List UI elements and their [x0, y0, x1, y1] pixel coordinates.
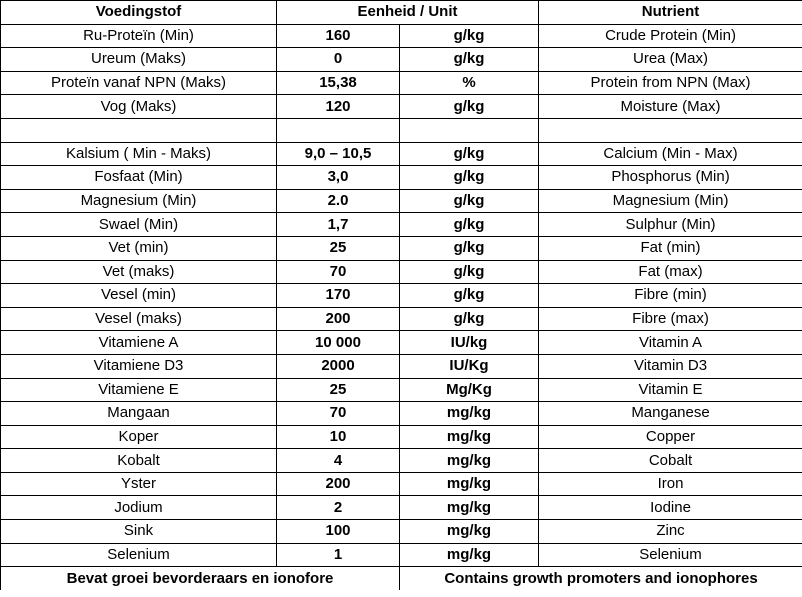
unit-cell: g/kg [400, 307, 539, 331]
header-row [1, 1, 802, 25]
value-cell: 1 [277, 543, 400, 567]
value-cell: 10 [277, 425, 400, 449]
table-row [1, 24, 802, 48]
table-row [1, 95, 802, 119]
blank-cell [277, 118, 400, 142]
value-cell: 200 [277, 472, 400, 496]
value-cell: 2 [277, 496, 400, 520]
unit-cell: mg/kg [400, 543, 539, 567]
nutrient-af-cell: Vet (maks) [1, 260, 277, 284]
value-cell: 4 [277, 449, 400, 473]
table-row [1, 496, 802, 520]
nutrient-en-cell: Crude Protein (Min) [539, 24, 802, 48]
value-cell: 25 [277, 378, 400, 402]
value-cell: 2.0 [277, 189, 400, 213]
nutrient-af-cell: Fosfaat (Min) [1, 166, 277, 190]
nutrient-af-cell: Mangaan [1, 402, 277, 426]
nutrient-af-cell: Yster [1, 472, 277, 496]
nutrient-en-cell: Zinc [539, 520, 802, 544]
nutrient-af-cell: Jodium [1, 496, 277, 520]
value-cell: 15,38 [277, 71, 400, 95]
nutrient-af-cell: Vitamiene A [1, 331, 277, 355]
nutrient-af-cell: Selenium [1, 543, 277, 567]
value-cell: 0 [277, 48, 400, 72]
nutrient-en-cell: Moisture (Max) [539, 95, 802, 119]
table-row [1, 425, 802, 449]
unit-cell: g/kg [400, 166, 539, 190]
nutrient-en-cell: Calcium (Min - Max) [539, 142, 802, 166]
unit-cell: g/kg [400, 236, 539, 260]
nutrient-en-cell: Vitamin D3 [539, 354, 802, 378]
table-row [1, 142, 802, 166]
nutrient-af-cell: Koper [1, 425, 277, 449]
nutrient-en-cell: Cobalt [539, 449, 802, 473]
spacer-body [1, 118, 802, 142]
table-row [1, 402, 802, 426]
table-row [1, 71, 802, 95]
nutrient-en-cell: Protein from NPN (Max) [539, 71, 802, 95]
unit-cell: mg/kg [400, 402, 539, 426]
unit-cell: g/kg [400, 48, 539, 72]
table-row [1, 520, 802, 544]
nutrient-af-cell: Swael (Min) [1, 213, 277, 237]
nutrient-en-cell: Fat (max) [539, 260, 802, 284]
nutrient-en-cell: Selenium [539, 543, 802, 567]
unit-cell: g/kg [400, 260, 539, 284]
table-row [1, 472, 802, 496]
nutrient-af-cell: Vesel (min) [1, 284, 277, 308]
unit-cell: IU/Kg [400, 354, 539, 378]
unit-cell: mg/kg [400, 472, 539, 496]
unit-cell: Mg/Kg [400, 378, 539, 402]
value-cell: 10 000 [277, 331, 400, 355]
table-row [1, 354, 802, 378]
nutrient-af-cell: Magnesium (Min) [1, 189, 277, 213]
table-body-top [1, 24, 802, 118]
footer-af: Bevat groei bevorderaars en ionofore [1, 567, 400, 590]
unit-cell: g/kg [400, 142, 539, 166]
nutrient-af-cell: Vet (min) [1, 236, 277, 260]
unit-cell: mg/kg [400, 425, 539, 449]
unit-cell: mg/kg [400, 520, 539, 544]
nutrient-af-cell: Vitamiene D3 [1, 354, 277, 378]
nutrient-en-cell: Vitamin E [539, 378, 802, 402]
nutrient-en-cell: Magnesium (Min) [539, 189, 802, 213]
unit-cell: mg/kg [400, 496, 539, 520]
header-unit: Eenheid / Unit [277, 1, 539, 25]
value-cell: 3,0 [277, 166, 400, 190]
table-row [1, 284, 802, 308]
blank-row [1, 118, 802, 142]
nutrient-en-cell: Phosphorus (Min) [539, 166, 802, 190]
nutrient-af-cell: Vog (Maks) [1, 95, 277, 119]
nutrient-en-cell: Iron [539, 472, 802, 496]
table-body-bottom [1, 142, 802, 567]
value-cell: 200 [277, 307, 400, 331]
nutrient-en-cell: Iodine [539, 496, 802, 520]
unit-cell: g/kg [400, 213, 539, 237]
nutrient-en-cell: Sulphur (Min) [539, 213, 802, 237]
unit-cell: g/kg [400, 189, 539, 213]
table-row [1, 236, 802, 260]
unit-cell: IU/kg [400, 331, 539, 355]
blank-cell [400, 118, 539, 142]
nutrient-en-cell: Urea (Max) [539, 48, 802, 72]
unit-cell: g/kg [400, 24, 539, 48]
value-cell: 120 [277, 95, 400, 119]
value-cell: 70 [277, 402, 400, 426]
footer-en: Contains growth promoters and ionophores [400, 567, 802, 590]
blank-cell [539, 118, 802, 142]
table-row [1, 213, 802, 237]
value-cell: 160 [277, 24, 400, 48]
nutrient-af-cell: Vesel (maks) [1, 307, 277, 331]
unit-cell: g/kg [400, 284, 539, 308]
nutrient-en-cell: Fat (min) [539, 236, 802, 260]
table-row [1, 189, 802, 213]
value-cell: 1,7 [277, 213, 400, 237]
table-row [1, 449, 802, 473]
nutrient-af-cell: Sink [1, 520, 277, 544]
table-row [1, 48, 802, 72]
nutrient-en-cell: Fibre (max) [539, 307, 802, 331]
footer-row [1, 567, 802, 590]
nutrient-en-cell: Fibre (min) [539, 284, 802, 308]
unit-cell: % [400, 71, 539, 95]
table-row [1, 307, 802, 331]
nutrient-en-cell: Vitamin A [539, 331, 802, 355]
table-row [1, 260, 802, 284]
unit-cell: g/kg [400, 95, 539, 119]
value-cell: 170 [277, 284, 400, 308]
nutrient-af-cell: Ru-Proteïn (Min) [1, 24, 277, 48]
value-cell: 9,0 – 10,5 [277, 142, 400, 166]
table-row [1, 166, 802, 190]
table-row [1, 543, 802, 567]
unit-cell: mg/kg [400, 449, 539, 473]
nutrient-en-cell: Copper [539, 425, 802, 449]
nutrient-en-cell: Manganese [539, 402, 802, 426]
nutrient-af-cell: Kobalt [1, 449, 277, 473]
table-row [1, 331, 802, 355]
value-cell: 70 [277, 260, 400, 284]
value-cell: 100 [277, 520, 400, 544]
value-cell: 25 [277, 236, 400, 260]
nutrient-af-cell: Proteïn vanaf NPN (Maks) [1, 71, 277, 95]
value-cell: 2000 [277, 354, 400, 378]
header-nutrient-en: Nutrient [539, 1, 802, 25]
blank-cell [1, 118, 277, 142]
nutrient-af-cell: Vitamiene E [1, 378, 277, 402]
header-nutrient-af: Voedingstof [1, 1, 277, 25]
table-row [1, 378, 802, 402]
nutrient-af-cell: Kalsium ( Min - Maks) [1, 142, 277, 166]
nutrient-af-cell: Ureum (Maks) [1, 48, 277, 72]
